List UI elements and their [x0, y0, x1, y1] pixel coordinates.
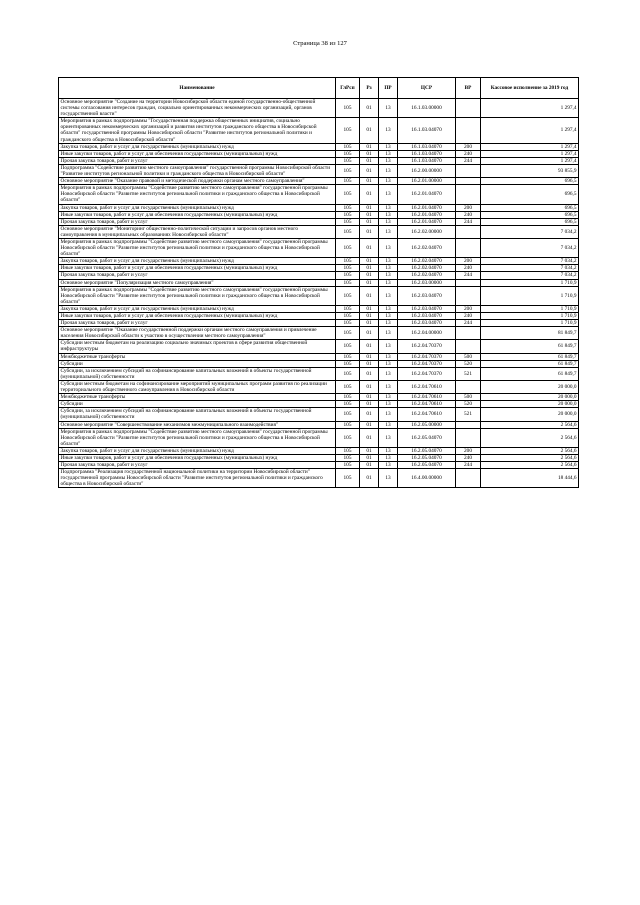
cell-name: Субсидии, за исключением субсидий на софинансирование капитальных вложений в объекты государственной (муниципальной) собственности — [59, 367, 336, 380]
cell-sum: 20 000,0 — [481, 408, 579, 421]
cell-sum: 1 297,4 — [481, 118, 579, 143]
cell-vr: 520 — [456, 360, 481, 367]
cell-vr: 521 — [456, 408, 481, 421]
cell-name: Субсидии, за исключением субсидий на софинансирование капитальных вложений в объекты государственной (муниципальной) собственности — [59, 408, 336, 421]
table-row — [59, 367, 579, 380]
cell-name: Прочая закупка товаров, работ и услуг — [59, 462, 336, 469]
cell-sum: 696,5 — [481, 185, 579, 204]
cell-code: 105 — [336, 340, 360, 353]
cell-pr: 13 — [379, 279, 398, 286]
cell-pr: 13 — [379, 225, 398, 238]
header-code: ГлРсп — [336, 78, 360, 99]
cell-rz: 01 — [360, 360, 379, 367]
cell-pr: 13 — [379, 150, 398, 157]
cell-code: 105 — [336, 225, 360, 238]
cell-csr: 16.2.05.04070 — [398, 462, 456, 469]
cell-vr: 520 — [456, 401, 481, 408]
cell-rz: 01 — [360, 204, 379, 211]
cell-name: Мероприятия в рамках подпрограммы "Содействие развитию местного самоуправления" государственной программы Новосибирской области "Развитие институтов региональной политики и гражданского общества в Новосибирской области" — [59, 185, 336, 204]
table-row — [59, 164, 579, 177]
cell-csr: 16.2.03.04070 — [398, 320, 456, 327]
cell-pr: 13 — [379, 99, 398, 118]
cell-vr: 244 — [456, 272, 481, 279]
table-row — [59, 272, 579, 279]
table-row — [59, 421, 579, 428]
header-rz: Рз — [360, 78, 379, 99]
cell-pr: 13 — [379, 204, 398, 211]
cell-code: 105 — [336, 143, 360, 150]
table-row — [59, 265, 579, 272]
cell-pr: 13 — [379, 401, 398, 408]
cell-vr — [456, 469, 481, 488]
header-csr: ЦСР — [398, 78, 456, 99]
table-row — [59, 469, 579, 488]
cell-csr: 16.2.02.04070 — [398, 272, 456, 279]
cell-pr: 13 — [379, 428, 398, 447]
cell-pr: 13 — [379, 367, 398, 380]
cell-name: Субсидии — [59, 401, 336, 408]
cell-pr: 13 — [379, 454, 398, 461]
cell-code: 105 — [336, 185, 360, 204]
cell-code: 105 — [336, 421, 360, 428]
cell-name: Межбюджетные трансферты — [59, 353, 336, 360]
header-vr: ВР — [456, 78, 481, 99]
table-row — [59, 157, 579, 164]
cell-name: Субсидии местным бюджетам на софинансирование мероприятий муниципальных программ развития по реализации территориального общественного самоуправления в Новосибирской области — [59, 380, 336, 393]
cell-vr — [456, 185, 481, 204]
cell-code: 105 — [336, 258, 360, 265]
cell-name: Субсидии местным бюджетам на реализацию социально значимых проектов в сфере развития общественной инфраструктуры — [59, 340, 336, 353]
cell-rz: 01 — [360, 272, 379, 279]
table-row — [59, 258, 579, 265]
cell-vr — [456, 238, 481, 257]
page-number: Страница 38 из 127 — [293, 40, 347, 47]
table-row — [59, 327, 579, 340]
cell-sum: 61 849,7 — [481, 367, 579, 380]
table-row — [59, 428, 579, 447]
cell-sum: 1 710,9 — [481, 305, 579, 312]
cell-code: 105 — [336, 401, 360, 408]
cell-pr: 13 — [379, 462, 398, 469]
cell-name: Основное мероприятие "Создание на территории Новосибирской области единой государственно-общественной системы согласования интересов граждан, социально ориентированных некоммерческих организаций, органов государственной власти" — [59, 99, 336, 118]
cell-code: 105 — [336, 279, 360, 286]
cell-vr — [456, 164, 481, 177]
cell-pr: 13 — [379, 218, 398, 225]
cell-name: Закупка товаров, работ и услуг для государственных (муниципальных) нужд — [59, 447, 336, 454]
cell-rz: 01 — [360, 462, 379, 469]
cell-pr: 13 — [379, 408, 398, 421]
table-row — [59, 143, 579, 150]
cell-sum: 1 297,4 — [481, 99, 579, 118]
table-row — [59, 238, 579, 257]
cell-pr: 13 — [379, 211, 398, 218]
cell-csr: 16.2.03.04070 — [398, 286, 456, 305]
cell-pr: 13 — [379, 258, 398, 265]
cell-rz: 01 — [360, 353, 379, 360]
cell-vr: 521 — [456, 367, 481, 380]
cell-rz: 01 — [360, 454, 379, 461]
cell-rz: 01 — [360, 211, 379, 218]
cell-rz: 01 — [360, 185, 379, 204]
cell-sum: 61 849,7 — [481, 340, 579, 353]
cell-pr: 13 — [379, 305, 398, 312]
cell-csr: 16.2.02.04070 — [398, 238, 456, 257]
cell-sum: 93 855,9 — [481, 164, 579, 177]
cell-vr: 240 — [456, 211, 481, 218]
cell-pr: 13 — [379, 360, 398, 367]
cell-sum: 696,5 — [481, 178, 579, 185]
budget-table — [58, 77, 579, 488]
cell-rz: 01 — [360, 265, 379, 272]
cell-csr: 16.2.01.04070 — [398, 211, 456, 218]
table-row — [59, 394, 579, 401]
cell-sum: 7 034,2 — [481, 225, 579, 238]
cell-pr: 13 — [379, 286, 398, 305]
cell-code: 105 — [336, 211, 360, 218]
cell-name: Прочая закупка товаров, работ и услуг — [59, 272, 336, 279]
header-pr: ПР — [379, 78, 398, 99]
cell-name: Основное мероприятие "Оказание правовой и методической поддержки органам местного самоуправления" — [59, 178, 336, 185]
cell-code: 105 — [336, 313, 360, 320]
cell-csr: 16.2.04.70370 — [398, 340, 456, 353]
cell-csr: 16.1.03.04070 — [398, 118, 456, 143]
cell-vr: 240 — [456, 313, 481, 320]
cell-pr: 13 — [379, 118, 398, 143]
cell-csr: 16.2.02.00000 — [398, 225, 456, 238]
cell-rz: 01 — [360, 408, 379, 421]
table-row — [59, 204, 579, 211]
cell-csr: 16.2.04.70610 — [398, 401, 456, 408]
cell-code: 105 — [336, 286, 360, 305]
cell-name: Межбюджетные трансферты — [59, 394, 336, 401]
cell-name: Прочая закупка товаров, работ и услуг — [59, 157, 336, 164]
cell-code: 105 — [336, 394, 360, 401]
table-row — [59, 408, 579, 421]
header-name: Наименование — [59, 78, 336, 99]
table-row — [59, 218, 579, 225]
cell-sum: 7 034,2 — [481, 238, 579, 257]
cell-csr: 16.1.03.00000 — [398, 99, 456, 118]
cell-sum: 1 710,9 — [481, 286, 579, 305]
cell-vr: 200 — [456, 305, 481, 312]
cell-csr: 16.2.01.04070 — [398, 204, 456, 211]
table-row — [59, 225, 579, 238]
cell-rz: 01 — [360, 258, 379, 265]
table-header-row — [59, 78, 579, 99]
cell-code: 105 — [336, 150, 360, 157]
cell-pr: 13 — [379, 143, 398, 150]
cell-rz: 01 — [360, 394, 379, 401]
cell-vr: 244 — [456, 320, 481, 327]
cell-pr: 13 — [379, 185, 398, 204]
table-row — [59, 279, 579, 286]
cell-rz: 01 — [360, 320, 379, 327]
cell-name: Иные закупки товаров, работ и услуг для обеспечения государственных (муниципальных) нужд — [59, 265, 336, 272]
cell-csr: 16.2.04.00000 — [398, 327, 456, 340]
cell-pr: 13 — [379, 178, 398, 185]
cell-rz: 01 — [360, 286, 379, 305]
cell-vr: 240 — [456, 265, 481, 272]
cell-vr: 200 — [456, 258, 481, 265]
cell-name: Подпрограмма "Реализация государственной национальной политики на территории Новосибирской области" государственной программы Новосибирской области "Развитие институтов региональной политики и гражданского общества в Новосибирской области" — [59, 469, 336, 488]
cell-sum: 61 849,7 — [481, 360, 579, 367]
cell-rz: 01 — [360, 340, 379, 353]
cell-rz: 01 — [360, 469, 379, 488]
cell-code: 105 — [336, 204, 360, 211]
cell-csr: 16.2.02.04070 — [398, 258, 456, 265]
table-row — [59, 286, 579, 305]
cell-name: Иные закупки товаров, работ и услуг для обеспечения государственных (муниципальных) нужд — [59, 313, 336, 320]
cell-csr: 16.2.04.70370 — [398, 367, 456, 380]
cell-vr — [456, 340, 481, 353]
cell-name: Мероприятия в рамках подпрограммы "Содействие развитию местного самоуправления" государственной программы Новосибирской области "Развитие институтов региональной политики и гражданского общества в Новосибирской области" — [59, 238, 336, 257]
cell-csr: 16.2.01.00000 — [398, 178, 456, 185]
cell-rz: 01 — [360, 428, 379, 447]
cell-rz: 01 — [360, 305, 379, 312]
cell-sum: 1 297,4 — [481, 157, 579, 164]
cell-pr: 13 — [379, 447, 398, 454]
cell-sum: 7 034,2 — [481, 265, 579, 272]
cell-rz: 01 — [360, 99, 379, 118]
cell-sum: 1 297,4 — [481, 150, 579, 157]
cell-vr — [456, 279, 481, 286]
cell-rz: 01 — [360, 218, 379, 225]
cell-name: Прочая закупка товаров, работ и услуг — [59, 320, 336, 327]
cell-vr — [456, 225, 481, 238]
cell-csr: 16.2.04.70370 — [398, 353, 456, 360]
table-row — [59, 211, 579, 218]
cell-pr: 13 — [379, 340, 398, 353]
cell-sum: 696,5 — [481, 218, 579, 225]
cell-code: 105 — [336, 99, 360, 118]
cell-sum: 1 710,9 — [481, 313, 579, 320]
table-row — [59, 118, 579, 143]
cell-code: 105 — [336, 454, 360, 461]
table-row — [59, 447, 579, 454]
cell-name: Иные закупки товаров, работ и услуг для обеспечения государственных (муниципальных) нужд — [59, 454, 336, 461]
cell-rz: 01 — [360, 143, 379, 150]
cell-code: 105 — [336, 178, 360, 185]
cell-sum: 20 000,0 — [481, 380, 579, 393]
cell-code: 105 — [336, 157, 360, 164]
table-row — [59, 178, 579, 185]
cell-csr: 16.2.05.04070 — [398, 447, 456, 454]
cell-vr — [456, 380, 481, 393]
cell-vr — [456, 421, 481, 428]
cell-csr: 16.2.03.04070 — [398, 305, 456, 312]
cell-sum: 1 710,9 — [481, 320, 579, 327]
cell-sum: 7 034,2 — [481, 272, 579, 279]
cell-rz: 01 — [360, 164, 379, 177]
cell-csr: 16.2.05.04070 — [398, 428, 456, 447]
cell-name: Мероприятия в рамках подпрограммы "Государственная поддержка общественных инициатив, социально ориентированных некоммерческих организаций и развития институтов гражданского общества в Новосибирской области" государственной программы Новосибирской области "Развитие институтов региональной политики и гражданского общества в Новосибирской области" — [59, 118, 336, 143]
cell-name: Основное мероприятие "Оказание государственной поддержки органам местного самоуправления и привлечение населения Новосибирской области к участию в осуществлении местного самоуправления" — [59, 327, 336, 340]
cell-name: Субсидии — [59, 360, 336, 367]
cell-name: Закупка товаров, работ и услуг для государственных (муниципальных) нужд — [59, 258, 336, 265]
cell-pr: 13 — [379, 353, 398, 360]
cell-rz: 01 — [360, 178, 379, 185]
cell-code: 105 — [336, 218, 360, 225]
cell-vr: 240 — [456, 150, 481, 157]
cell-pr: 13 — [379, 394, 398, 401]
cell-pr: 13 — [379, 320, 398, 327]
table-row — [59, 380, 579, 393]
cell-pr: 13 — [379, 421, 398, 428]
cell-csr: 16.2.04.70370 — [398, 360, 456, 367]
table-row — [59, 150, 579, 157]
cell-code: 105 — [336, 408, 360, 421]
cell-code: 105 — [336, 118, 360, 143]
cell-vr: 500 — [456, 353, 481, 360]
table-row — [59, 360, 579, 367]
cell-csr: 16.2.01.04070 — [398, 185, 456, 204]
cell-sum: 18 444,6 — [481, 469, 579, 488]
cell-name: Прочая закупка товаров, работ и услуг — [59, 218, 336, 225]
cell-pr: 13 — [379, 380, 398, 393]
cell-vr: 500 — [456, 394, 481, 401]
table-row — [59, 313, 579, 320]
table-row — [59, 401, 579, 408]
cell-rz: 01 — [360, 118, 379, 143]
cell-code: 105 — [336, 462, 360, 469]
cell-code: 105 — [336, 469, 360, 488]
cell-sum: 2 564,6 — [481, 454, 579, 461]
cell-vr: 240 — [456, 454, 481, 461]
cell-pr: 13 — [379, 157, 398, 164]
table-row — [59, 305, 579, 312]
cell-code: 105 — [336, 380, 360, 393]
cell-vr: 244 — [456, 157, 481, 164]
cell-pr: 13 — [379, 469, 398, 488]
cell-sum: 1 710,9 — [481, 279, 579, 286]
cell-code: 105 — [336, 353, 360, 360]
cell-name: Основное мероприятие "Популяризация местного самоуправления" — [59, 279, 336, 286]
cell-sum: 20 000,0 — [481, 401, 579, 408]
cell-vr — [456, 118, 481, 143]
cell-vr: 200 — [456, 143, 481, 150]
cell-code: 105 — [336, 327, 360, 340]
cell-sum: 81 849,7 — [481, 327, 579, 340]
cell-pr: 13 — [379, 272, 398, 279]
cell-sum: 2 564,6 — [481, 462, 579, 469]
cell-code: 105 — [336, 265, 360, 272]
cell-rz: 01 — [360, 150, 379, 157]
cell-vr — [456, 286, 481, 305]
cell-name: Основное мероприятие "Совершенствование механизмов межмуниципального взаимодействия" — [59, 421, 336, 428]
cell-vr — [456, 99, 481, 118]
table-row — [59, 340, 579, 353]
table-row — [59, 454, 579, 461]
cell-rz: 01 — [360, 279, 379, 286]
cell-rz: 01 — [360, 380, 379, 393]
table-row — [59, 185, 579, 204]
cell-csr: 16.1.03.04070 — [398, 157, 456, 164]
cell-rz: 01 — [360, 447, 379, 454]
cell-csr: 16.4.00.00000 — [398, 469, 456, 488]
cell-sum: 1 297,4 — [481, 143, 579, 150]
cell-pr: 13 — [379, 265, 398, 272]
cell-pr: 13 — [379, 164, 398, 177]
table-body — [59, 99, 579, 488]
cell-csr: 16.2.03.00000 — [398, 279, 456, 286]
cell-sum: 2 564,6 — [481, 421, 579, 428]
cell-name: Мероприятия в рамках подпрограммы "Содействие развитию местного самоуправления" государственной программы Новосибирской области "Развитие институтов региональной политики и гражданского общества в Новосибирской области" — [59, 428, 336, 447]
cell-vr: 244 — [456, 462, 481, 469]
cell-sum: 2 564,6 — [481, 447, 579, 454]
cell-vr: 200 — [456, 204, 481, 211]
cell-code: 105 — [336, 447, 360, 454]
cell-rz: 01 — [360, 327, 379, 340]
cell-name: Закупка товаров, работ и услуг для государственных (муниципальных) нужд — [59, 204, 336, 211]
table-row — [59, 99, 579, 118]
cell-rz: 01 — [360, 421, 379, 428]
cell-rz: 01 — [360, 238, 379, 257]
table-row — [59, 462, 579, 469]
cell-rz: 01 — [360, 401, 379, 408]
cell-code: 105 — [336, 367, 360, 380]
cell-sum: 61 849,7 — [481, 353, 579, 360]
cell-code: 105 — [336, 428, 360, 447]
cell-csr: 16.1.03.04070 — [398, 143, 456, 150]
cell-pr: 13 — [379, 238, 398, 257]
cell-code: 105 — [336, 360, 360, 367]
cell-name: Иные закупки товаров, работ и услуг для обеспечения государственных (муниципальных) нужд — [59, 211, 336, 218]
header-sum: Кассовое исполнение за 2019 год — [481, 78, 579, 99]
cell-csr: 16.2.04.70610 — [398, 408, 456, 421]
cell-sum: 2 564,6 — [481, 428, 579, 447]
cell-code: 105 — [336, 238, 360, 257]
cell-vr — [456, 428, 481, 447]
cell-csr: 16.2.05.00000 — [398, 421, 456, 428]
cell-vr — [456, 178, 481, 185]
cell-sum: 7 034,2 — [481, 258, 579, 265]
cell-code: 105 — [336, 272, 360, 279]
cell-name: Основное мероприятие "Мониторинг общественно-политической ситуации и запросов органов местного самоуправления в муниципальных образованиях Новосибирской области" — [59, 225, 336, 238]
cell-csr: 16.2.03.04070 — [398, 313, 456, 320]
cell-csr: 16.2.02.04070 — [398, 265, 456, 272]
cell-vr — [456, 327, 481, 340]
table-row — [59, 353, 579, 360]
cell-name: Закупка товаров, работ и услуг для государственных (муниципальных) нужд — [59, 143, 336, 150]
cell-name: Иные закупки товаров, работ и услуг для обеспечения государственных (муниципальных) нужд — [59, 150, 336, 157]
cell-code: 105 — [336, 164, 360, 177]
cell-name: Мероприятия в рамках подпрограммы "Содействие развитию местного самоуправления" государственной программы Новосибирской области "Развитие институтов региональной политики и гражданского общества в Новосибирской области" — [59, 286, 336, 305]
cell-sum: 696,5 — [481, 204, 579, 211]
cell-code: 105 — [336, 305, 360, 312]
cell-name: Закупка товаров, работ и услуг для государственных (муниципальных) нужд — [59, 305, 336, 312]
cell-rz: 01 — [360, 157, 379, 164]
cell-csr: 16.1.03.04070 — [398, 150, 456, 157]
cell-rz: 01 — [360, 367, 379, 380]
cell-vr: 200 — [456, 447, 481, 454]
cell-csr: 16.2.04.70610 — [398, 380, 456, 393]
cell-name: Подпрограмма "Содействие развитию местного самоуправления" государственной программы Новосибирской области "Развитие институтов региональной политики и гражданского общества в Новосибирской области" — [59, 164, 336, 177]
cell-rz: 01 — [360, 313, 379, 320]
cell-csr: 16.2.05.04070 — [398, 454, 456, 461]
cell-rz: 01 — [360, 225, 379, 238]
cell-csr: 16.2.00.00000 — [398, 164, 456, 177]
cell-code: 105 — [336, 320, 360, 327]
cell-csr: 16.2.04.70610 — [398, 394, 456, 401]
cell-vr: 244 — [456, 218, 481, 225]
table-row — [59, 320, 579, 327]
cell-sum: 696,5 — [481, 211, 579, 218]
cell-sum: 20 000,0 — [481, 394, 579, 401]
cell-pr: 13 — [379, 327, 398, 340]
cell-csr: 16.2.01.04070 — [398, 218, 456, 225]
cell-pr: 13 — [379, 313, 398, 320]
